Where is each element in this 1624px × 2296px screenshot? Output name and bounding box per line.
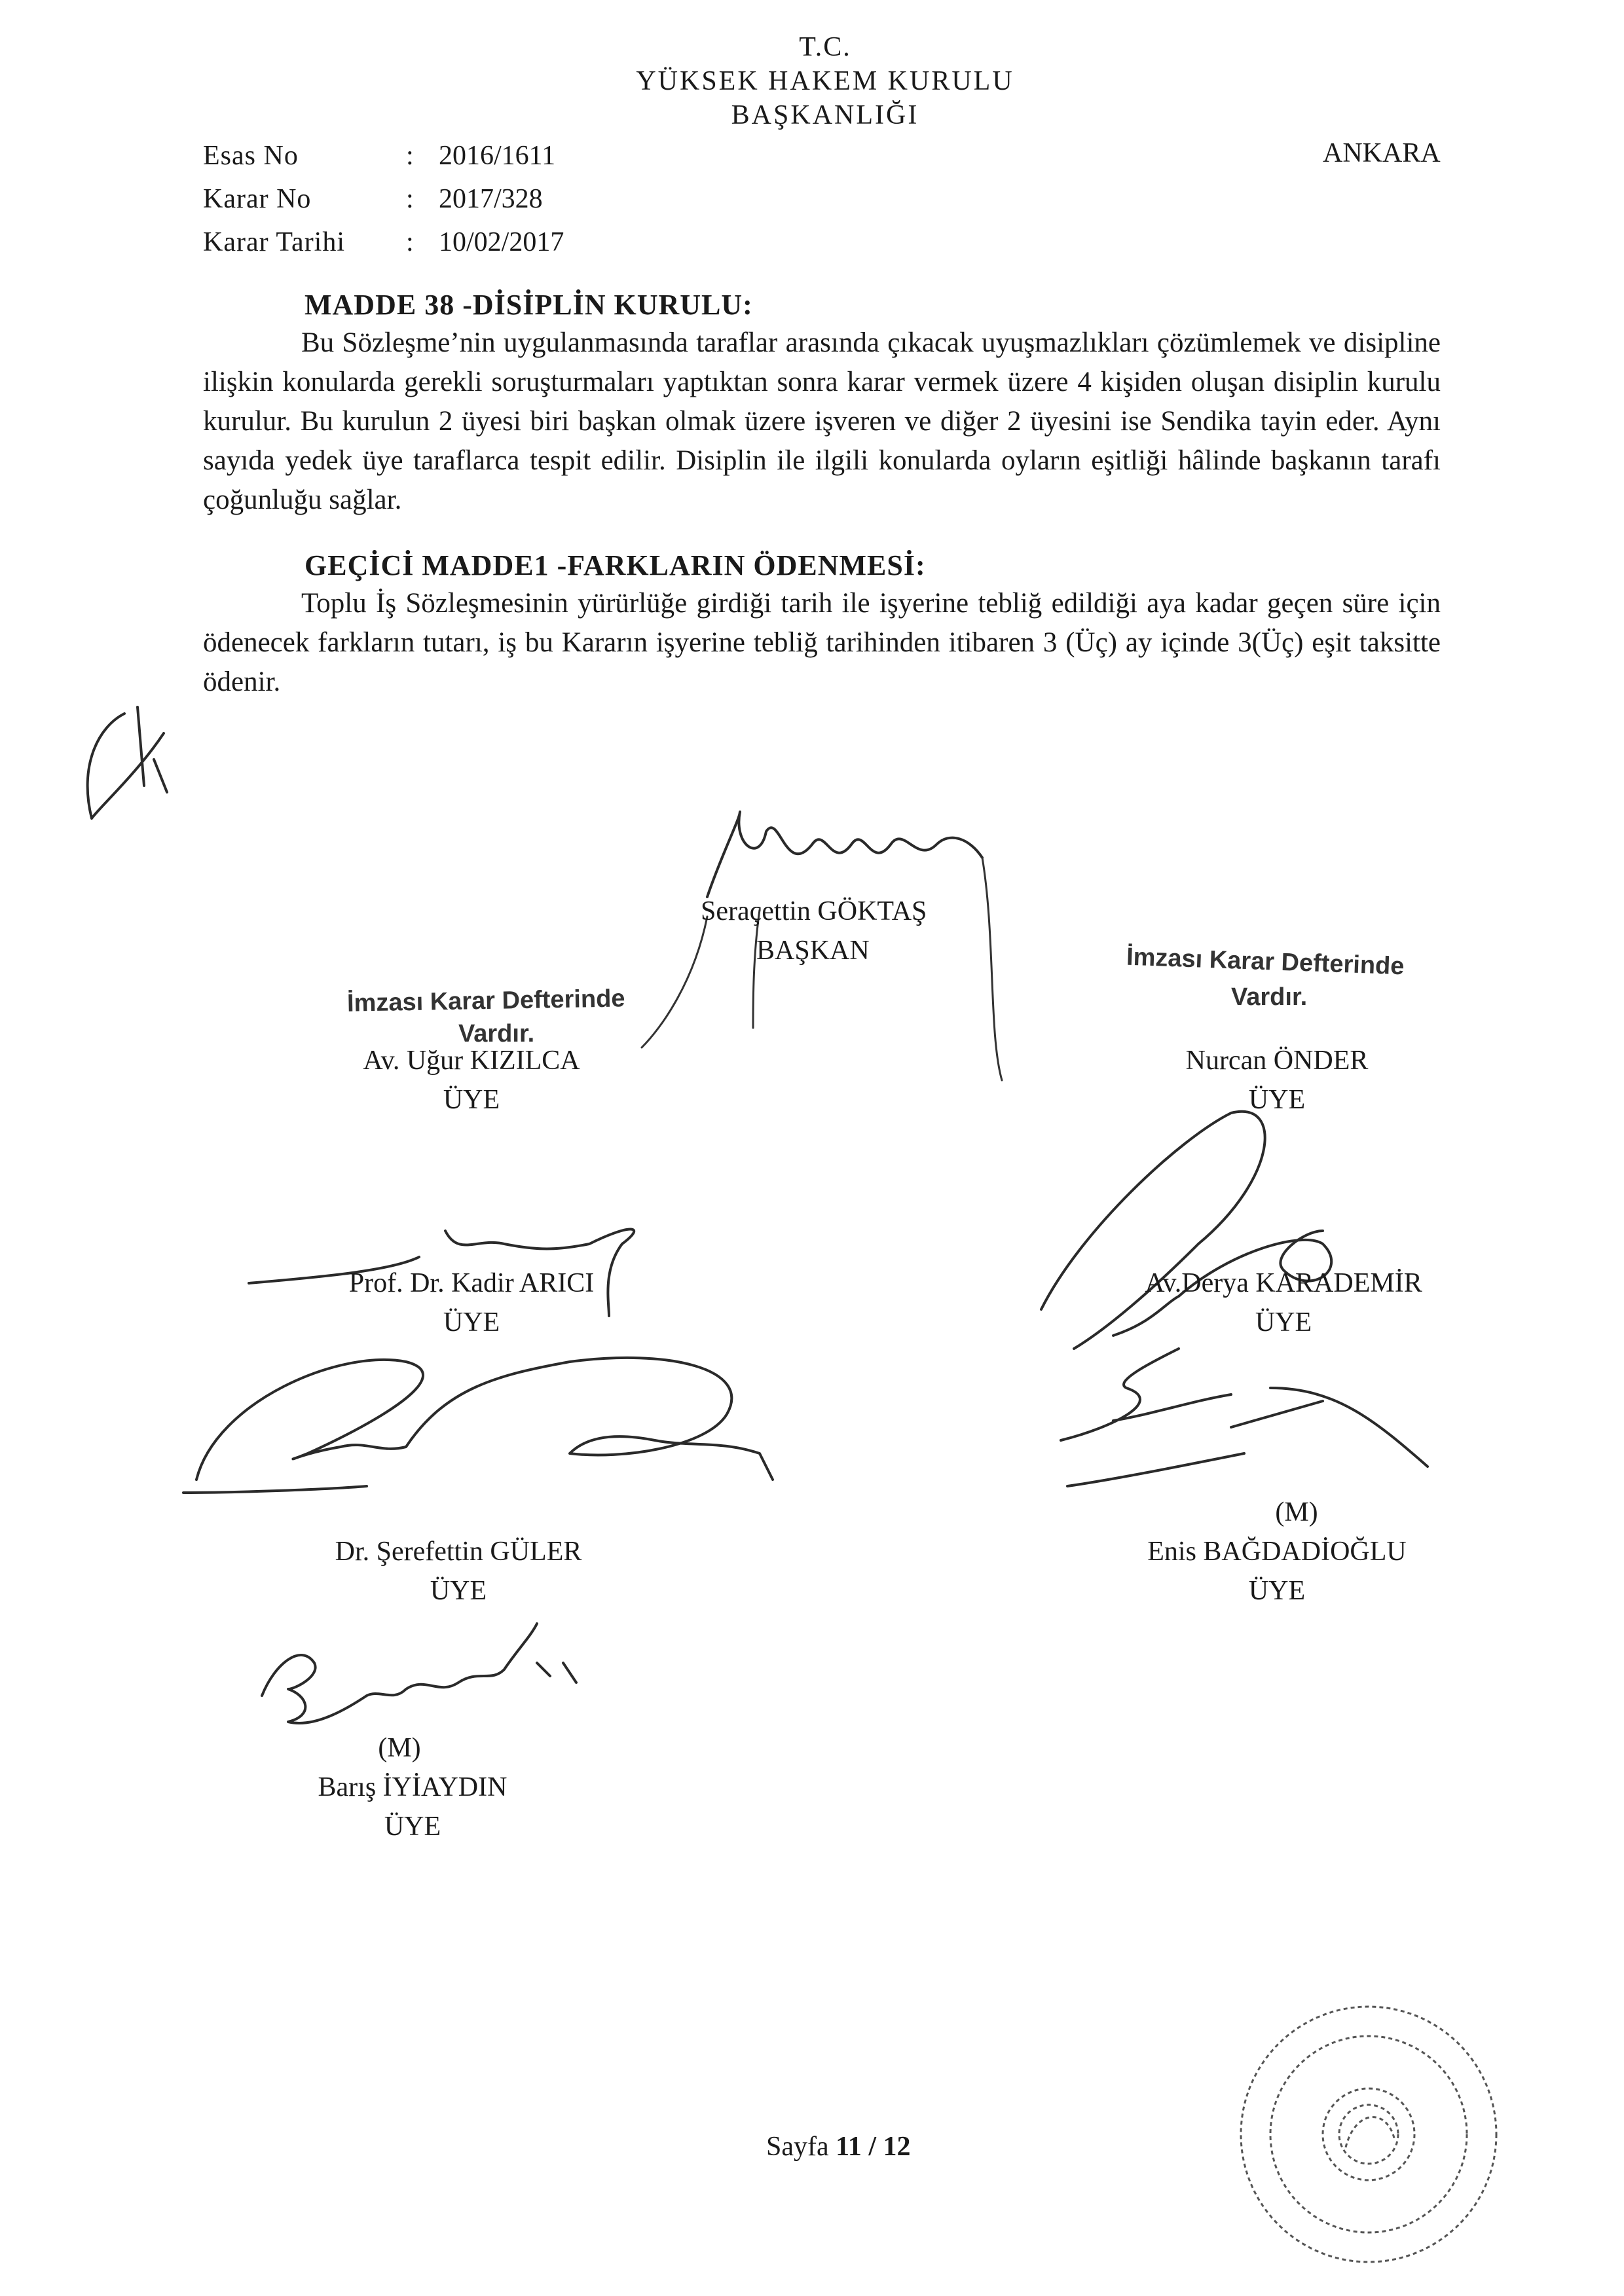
- meta-label: Esas No: [203, 141, 299, 171]
- meta-label: Karar No: [203, 184, 312, 214]
- page-current: 11: [836, 2132, 862, 2162]
- page-sep: /: [868, 2132, 876, 2162]
- stamp-right-line1: İmzası Karar Defterinde: [1126, 943, 1405, 981]
- signatory-prefix: (M): [378, 1733, 421, 1763]
- official-seal-icon: [1231, 1997, 1506, 2272]
- meta-value: 10/02/2017: [439, 227, 564, 257]
- stamp-left-line2: Vardır.: [458, 1020, 535, 1048]
- signatory-name: Av. Uğur KIZILCA: [363, 1046, 580, 1076]
- meta-row: [203, 221, 564, 264]
- meta-value: 2017/328: [439, 184, 543, 214]
- signatory-role: ÜYE: [1255, 1307, 1312, 1338]
- meta-row: [203, 177, 564, 221]
- header-location: ANKARA: [1323, 138, 1441, 168]
- section-body-madde38: Bu Sözleşme’nin uygulanmasında taraflar arasında çıkacak uyuşmazlıkları çözümlemek ve disipline ilişkin konularda gerekli soruşturmaları yaptıktan sonra karar vermek üzere 4 kişiden oluşan disiplin kurulu kurulur. Bu kurulun 2 üyesi biri başkan olmak üzere işveren ve diğer 2 üyesini ise Sendika tayin eder. Aynı sayıda yedek üye taraflarca tespit edilir. Disiplin ile ilgili konularda oyların eşitliği hâlinde başkanın tarafı çoğunluğu sağlar.: [203, 327, 1441, 515]
- header-presidency: BAŞKANLIĞI: [731, 100, 919, 130]
- signatory-name: Prof. Dr. Kadir ARICI: [348, 1268, 595, 1298]
- signature-iyiaydin: [262, 1624, 576, 1723]
- meta-label: Karar Tarihi: [203, 227, 346, 257]
- signatory-role: ÜYE: [443, 1307, 500, 1338]
- signatory-role: ÜYE: [1248, 1576, 1306, 1606]
- case-meta: [203, 134, 564, 264]
- signatory-arici: [288, 1264, 655, 1342]
- signatory-role: ÜYE: [430, 1576, 487, 1606]
- stamp-left-line1: İmzası Karar Defterinde: [346, 985, 625, 1017]
- section-heading-gecici: GEÇİCİ MADDE1 -FARKLARIN ÖDENMESİ:: [304, 549, 926, 581]
- header-institution: YÜKSEK HAKEM KURULU: [636, 66, 1014, 96]
- signatory-guler: [275, 1532, 642, 1611]
- signatory-name: Seraçettin GÖKTAŞ: [701, 896, 927, 926]
- page-total: 12: [883, 2132, 911, 2162]
- signatory-bagdadioglu: [1074, 1493, 1480, 1611]
- signatory-kizilca: [301, 1041, 642, 1120]
- signature-bagdadioglu: [1061, 1349, 1428, 1486]
- section-heading-madde38: MADDE 38 -DİSİPLİN KURULU:: [304, 289, 753, 321]
- meta-sep: :: [406, 184, 414, 214]
- signatory-role: ÜYE: [1248, 1085, 1306, 1115]
- signatory-prefix: (M): [1275, 1497, 1318, 1527]
- meta-row: [203, 134, 564, 177]
- page-footer: [766, 2131, 911, 2162]
- signatory-president: [694, 892, 982, 970]
- signatory-role: BAŞKAN: [756, 936, 870, 966]
- header-tc: T.C.: [799, 32, 851, 62]
- signatory-name: Barış İYİAYDIN: [318, 1772, 507, 1802]
- signature-guler: [183, 1358, 773, 1493]
- signatory-name: Dr. Şerefettin GÜLER: [335, 1537, 582, 1567]
- signatory-role: ÜYE: [384, 1812, 441, 1842]
- signatory-karademir: [1074, 1264, 1493, 1342]
- meta-value: 2016/1611: [439, 141, 556, 171]
- page-label: Sayfa: [766, 2132, 829, 2162]
- signatory-role: ÜYE: [443, 1085, 500, 1115]
- meta-sep: :: [406, 227, 414, 257]
- signature-president: [707, 812, 982, 897]
- signatory-name: Enis BAĞDADİOĞLU: [1147, 1537, 1407, 1567]
- section-body-gecici: Toplu İş Sözleşmesinin yürürlüğe girdiği tarih ile işyerine tebliğ edildiği aya kadar geçen süre için ödenecek farkların tutarı, iş bu Kararın işyerine tebliğ tarihinden itibaren 3 (Üç) ay içinde 3(Üç) eşit taksitte ödenir.: [203, 588, 1441, 697]
- signatory-onder: [1107, 1041, 1447, 1120]
- signatory-name: Av.Derya KARADEMİR: [1145, 1268, 1422, 1298]
- signatory-name: Nurcan ÖNDER: [1185, 1046, 1369, 1076]
- meta-sep: :: [406, 141, 414, 171]
- signatory-iyiaydin: [262, 1728, 563, 1846]
- stamp-right-line2: Vardır.: [1231, 983, 1308, 1011]
